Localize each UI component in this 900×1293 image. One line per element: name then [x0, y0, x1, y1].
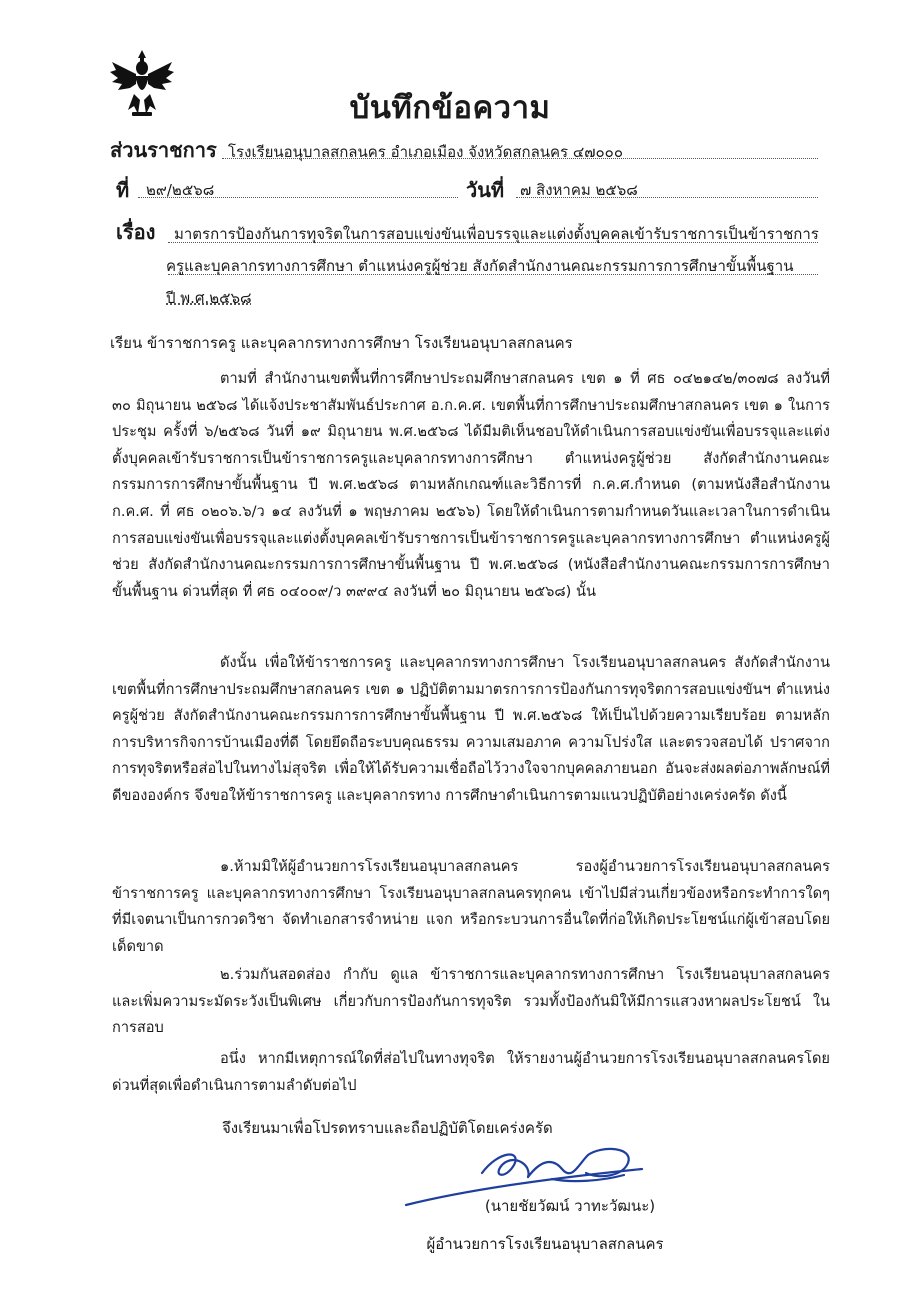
body-paragraph-4: [112, 962, 830, 1042]
subject-label: เรื่อง: [116, 220, 156, 244]
agency-value: โรงเรียนอนุบาลสกลนคร อำเภอเมือง จังหวัดสกลนคร ๔๗๐๐๐: [228, 143, 623, 161]
document-title: บันทึกข้อความ: [349, 90, 551, 126]
signer-position: ผู้อำนวยการโรงเรียนอนุบาลสกลนคร: [426, 1235, 664, 1253]
body-paragraph-3: [112, 854, 830, 960]
body-paragraph-4-text: ๒.ร่วมกันสอดส่อง กำกับ ดูแล ข้าราชการและบุคลากรทางการศึกษา โรงเรียนอนุบาลสกลนคร และเพิ่มความระมัดระวังเป็นพิเศษ เกี่ยวกับการป้องกันการทุจริต รวมทั้งป้องกันมิให้มีการแสวงหาผลประโยชน์ ในการสอบ: [112, 966, 830, 1037]
subject-line-3: ปี พ.ศ.๒๕๖๘: [166, 289, 252, 307]
body-paragraph-5: [112, 1046, 830, 1099]
body-paragraph-1: [112, 366, 830, 605]
subject-line-2: ครูและบุคลากรทางการศึกษา ตำแหน่งครูผู้ช่วย สังกัดสำนักงานคณะกรรมการการศึกษาขั้นพื้นฐาน: [166, 257, 794, 275]
body-paragraph-1-text: ตามที่ สำนักงานเขตพื้นที่การศึกษาประถมศึกษาสกลนคร เขต ๑ ที่ ศธ ๐๔๒๑๔๒/๓๐๗๘ ลงวันที่ ๓๐ มิถุนายน ๒๕๖๘ ได้แจ้งประชาสัมพันธ์ประกาศ อ.ก.ค.ศ. เขตพื้นที่การศึกษาประถมศึกษาสกลนคร เขต ๑ ในการประชุม ครั้งที่ ๖/๒๕๖๘ วันที่ ๑๙ มิถุนายน พ.ศ.๒๕๖๘ ได้มีมติเห็นชอบให้ดำเนินการสอบแข่งขันเพื่อบรรจุและแต่งตั้งบุคคลเข้ารับราชการเป็นข้าราชการครูและบุคลากรทางการศึกษา ตำแหน่งครูผู้ช่วย สังกัดสำนักงานคณะกรรมการการศึกษาขั้นพื้นฐาน ปี พ.ศ.๒๕๖๘ ตามหลักเกณฑ์และวิธีการที่ ก.ค.ศ.กำหนด (ตามหนังสือสำนักงาน ก.ค.ศ. ที่ ศธ ๐๒๐๖.๖/ว ๑๔ ลงวันที่ ๑ พฤษภาคม ๒๕๖๖) โดยให้ดำเนินการตามกำหนดวันและเวลาในการดำเนินการสอบแข่งขันเพื่อบรรจุและแต่งตั้งบุคคลเข้ารับราชการเป็นข้าราชการครูและบุคลากรทางการศึกษา ตำแหน่งครูผู้ช่วย สังกัดสำนักงานคณะกรรมการการศึกษาขั้นพื้นฐาน ปี พ.ศ.๒๕๖๘ (หนังสือสำนักงานคณะกรรมการการศึกษาขั้นพื้นฐาน ด่วนที่สุด ที่ ศธ ๐๔๐๐๙/ว ๓๙๙๔ ลงวันที่ ๒๐ มิถุนายน ๒๕๖๘) นั้น: [112, 370, 830, 600]
date-value: ๗ สิงหาคม ๒๕๖๘: [520, 181, 638, 199]
date-label: วันที่: [466, 178, 505, 202]
salutation: เรียน ข้าราชการครู และบุคลากรทางการศึกษา โรงเรียนอนุบาลสกลนคร: [110, 334, 573, 352]
closing-line: จึงเรียนมาเพื่อโปรดทราบและถือปฏิบัติโดยเคร่งครัด: [222, 1119, 553, 1137]
body-paragraph-2-text: ดังนั้น เพื่อให้ข้าราชการครู และบุคลากรทางการศึกษา โรงเรียนอนุบาลสกลนคร สังกัดสำนักงานเขตพื้นที่การศึกษาประถมศึกษาสกลนคร เขต ๑ ปฏิบัติตามมาตรการการป้องกันการทุจริตการสอบแข่งขันฯ ตำแหน่งครูผู้ช่วย สังกัดสำนักงานคณะกรรมการการศึกษาขั้นพื้นฐาน ปี พ.ศ.๒๕๖๘ ให้เป็นไปด้วยความเรียบร้อย ตามหลักการบริหารกิจการบ้านเมืองที่ดี โดยยึดถือระบบคุณธรรม ความเสมอภาค ความโปร่งใส และตรวจสอบได้ ปราศจากการทุจริตหรือส่อไปในทางไม่สุจริต เพื่อให้ได้รับความเชื่อถือไว้วางใจจากบุคคลภายนอก อันจะส่งผลต่อภาพลักษณ์ที่ดีขององค์กร จึงขอให้ข้าราชการครู และบุคลากรทาง การศึกษาดำเนินการตามแนวปฏิบัติอย่างเคร่งครัด ดังนี้: [112, 654, 830, 804]
body-paragraph-3-text: ๑.ห้ามมิให้ผู้อำนวยการโรงเรียนอนุบาลสกลนคร รองผู้อำนวยการโรงเรียนอนุบาลสกลนคร ข้าราชการครู และบุคลากรทางการศึกษา โรงเรียนอนุบาลสกลนครทุกคน เข้าไปมีส่วนเกี่ยวข้องหรือกระทำการใดๆ ที่มีเจตนาเป็นการกวดวิชา จัดทำเอกสารจำหน่าย แจก หรือกระบวนการอื่นใดที่ก่อให้เกิดประโยชน์แก่ผู้เข้าสอบโดยเด็ดขาด: [112, 858, 830, 955]
ref-label: ที่: [116, 178, 130, 202]
subject-line-1: มาตรการป้องกันการทุจริตในการสอบแข่งขันเพื่อบรรจุและแต่งตั้งบุคคลเข้ารับราชการเป็นข้าราชการ: [174, 225, 819, 243]
signer-name: (นายชัยวัฒน์ วาทะวัฒนะ): [484, 1197, 656, 1215]
ref-value: ๒๙/๒๕๖๘: [146, 181, 215, 199]
body-paragraph-5-text: อนึ่ง หากมีเหตุการณ์ใดที่ส่อไปในทางทุจริต ให้รายงานผู้อำนวยการโรงเรียนอนุบาลสกลนครโดยด่วนที่สุดเพื่อดำเนินการตามลำดับต่อไป: [112, 1050, 830, 1094]
body-paragraph-2: [112, 650, 830, 810]
agency-label: ส่วนราชการ: [110, 138, 217, 162]
